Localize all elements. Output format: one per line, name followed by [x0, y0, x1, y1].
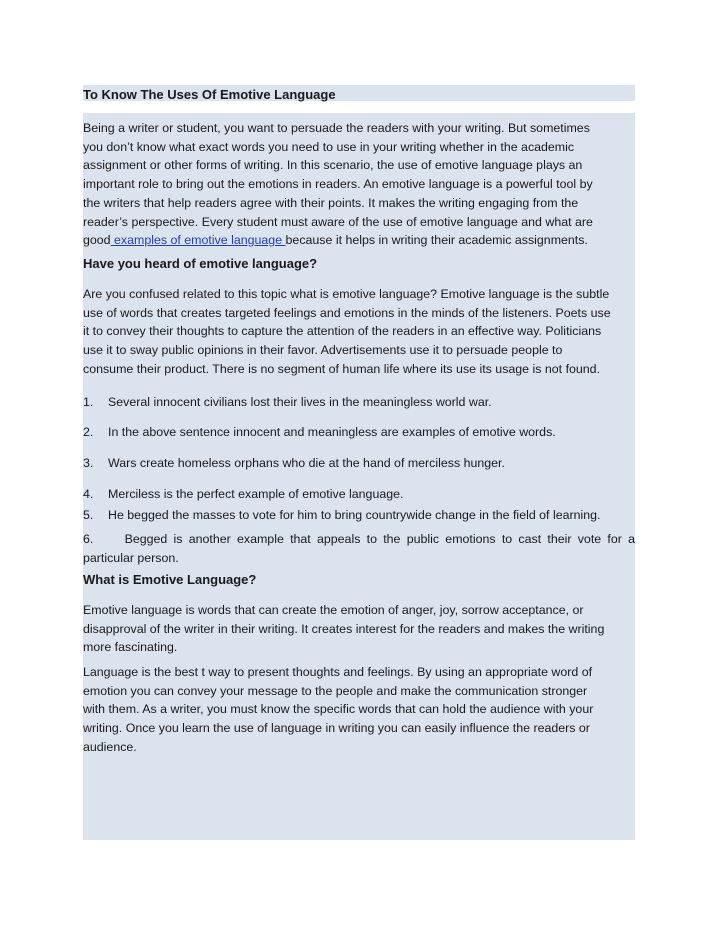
list-number: 5. — [83, 508, 94, 522]
section-heading-have-you-heard: Have you heard of emotive language? — [83, 256, 318, 271]
section2-line: emotion you can convey your message to the people and make the communication stronger — [83, 683, 588, 698]
list-item — [83, 393, 635, 412]
list-item — [83, 454, 635, 473]
list-number: 2. — [83, 425, 94, 439]
section2-line: writing. Once you learn the use of language in writing you can easily influence the readers or — [83, 721, 590, 736]
section1-line: Are you confused related to this topic what is emotive language? Emotive language is the subtle — [83, 287, 610, 301]
list-text: He begged the masses to vote for him to bring countrywide change in the field of learning. — [108, 508, 601, 522]
intro-line: the writers that help readers agree with their points. It makes the writing engaging from the — [83, 195, 579, 210]
section1-line: use of words that creates targeted feelings and emotions in the minds of the listeners. Poets use — [83, 305, 611, 320]
section2-line: Emotive language is words that can create the emotion of anger, joy, sorrow acceptance, or — [83, 603, 584, 617]
page-title: To Know The Uses Of Emotive Language — [83, 87, 336, 102]
intro-paragraph — [83, 119, 635, 250]
section1-line: use it to sway public opinions in their favor. Advertisements use it to persuade people to — [83, 343, 563, 358]
list-number: 6. — [83, 532, 94, 546]
section-heading-what-is-emotive-language: What is Emotive Language? — [83, 572, 257, 587]
section2-line: disapproval of the writer in their writing. It creates interest for the readers and makes the writing — [83, 621, 605, 636]
intro-text-after-link: because it helps in writing their academic assignments. — [285, 233, 588, 248]
intro-text-before-link: good — [83, 233, 111, 248]
section1-line: it to convey their thoughts to capture the attention of the readers in an effective way. Politicians — [83, 324, 602, 339]
section2-line: audience. — [83, 739, 137, 754]
intro-line: important role to bring out the emotions in readers. An emotive language is a powerful tool by — [83, 177, 593, 192]
section1-line: consume their product. There is no segment of human life where its use its usage is not found. — [83, 361, 601, 376]
section2-line: Language is the best t way to present thoughts and feelings. By using an appropriate word of — [83, 665, 593, 679]
emotive-language-examples-link[interactable]: examples of emotive language — [110, 233, 286, 248]
list-item — [83, 530, 635, 567]
list-number: 3. — [83, 456, 94, 470]
list-text: Merciless is the perfect example of emotive language. — [108, 487, 404, 501]
intro-line: you don’t know what exact words you need to use in your writing whether in the academic — [83, 139, 575, 154]
list-text: Several innocent civilians lost their lives in the meaningless world war. — [108, 395, 492, 409]
list-number: 4. — [83, 487, 94, 501]
list-number: 1. — [83, 395, 94, 409]
list-item — [83, 485, 635, 504]
list-item — [83, 423, 635, 442]
section2-paragraph-1 — [83, 601, 635, 657]
list-text-continuation: particular person. — [83, 550, 179, 565]
intro-line: reader’s perspective. Every student must aware of the use of emotive language and what are — [83, 214, 593, 229]
intro-line: assignment or other forms of writing. In this scenario, the use of emotive language plays an — [83, 158, 583, 173]
list-text: Wars create homeless orphans who die at the hand of merciless hunger. — [108, 456, 505, 470]
section2-line: more fascinating. — [83, 640, 178, 655]
section2-paragraph-2 — [83, 663, 635, 757]
section1-paragraph — [83, 285, 635, 379]
list-item — [83, 506, 635, 525]
intro-line: Being a writer or student, you want to persuade the readers with your writing. But sometimes — [83, 121, 590, 135]
section2-line: with them. As a writer, you must know the specific words that can hold the audience with your — [83, 702, 594, 717]
list-item-first-line — [83, 530, 635, 549]
list-text: In the above sentence innocent and meaningless are examples of emotive words. — [108, 425, 556, 439]
list-text: Begged is another example that appeals to the public emotions to cast their vote for a — [124, 532, 635, 546]
intro-last-line — [83, 231, 635, 250]
